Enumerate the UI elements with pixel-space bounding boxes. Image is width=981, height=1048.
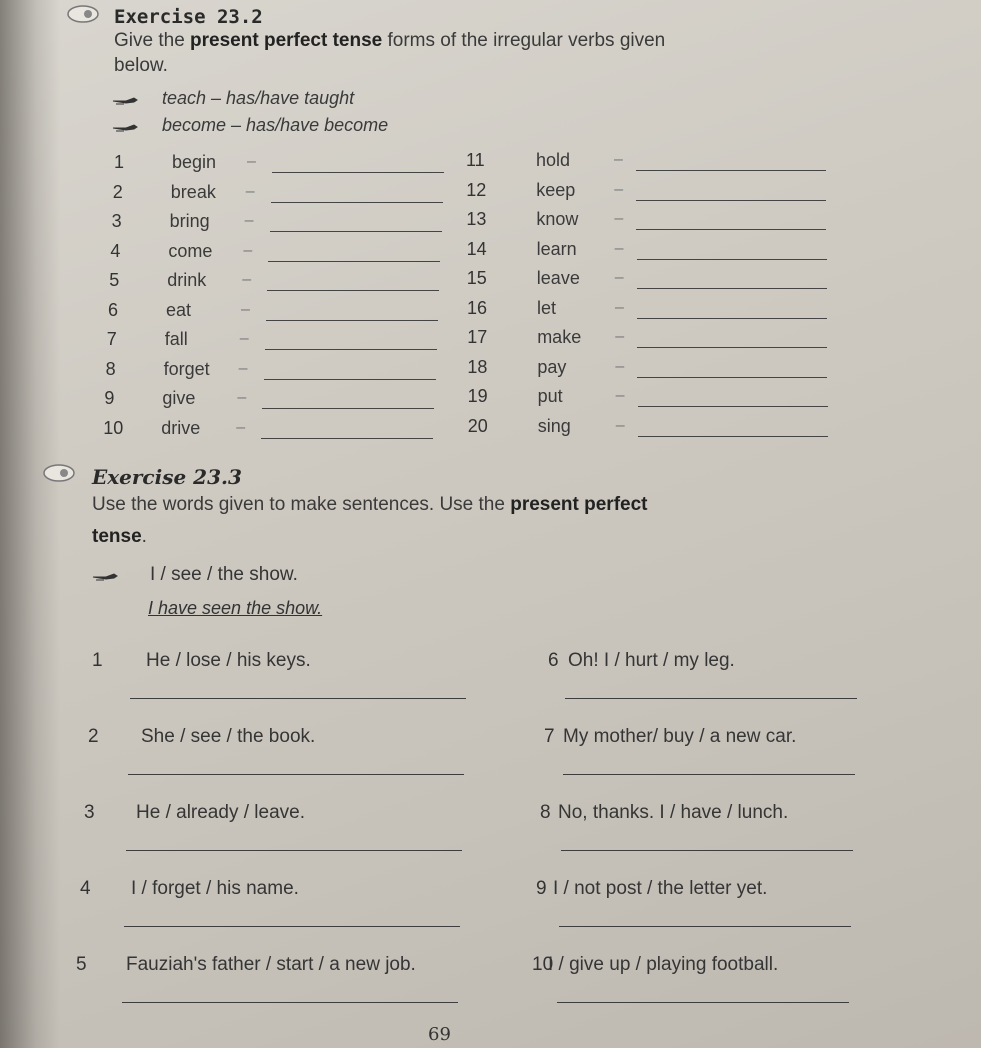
dash-separator: – [615, 357, 625, 375]
sentence-prompt: No, thanks. I / have / lunch. [558, 802, 789, 823]
sentence-number: 6 [548, 650, 559, 671]
verb-label: leave [536, 268, 580, 288]
dash-separator: – [242, 271, 252, 288]
dash-separator: – [243, 241, 253, 259]
exercise-23-3-instruction-line2 [92, 526, 147, 548]
item-number: 10 [103, 417, 124, 438]
dash-separator: – [238, 359, 248, 377]
instruction-text-3: . [141, 526, 147, 547]
verb-label: drink [167, 270, 207, 290]
item-number: 12 [466, 179, 487, 200]
answer-blank[interactable] [637, 318, 827, 319]
pointing-hand-icon [112, 96, 138, 106]
item-number: 7 [106, 329, 117, 349]
sentence-prompt: He / lose / his keys. [146, 650, 311, 671]
answer-blank[interactable] [264, 379, 436, 380]
answer-blank[interactable] [638, 406, 828, 407]
pointing-hand-icon [92, 572, 118, 582]
answer-blank[interactable] [637, 288, 827, 289]
sentence-number: 10 [532, 954, 554, 975]
item-number: 11 [466, 150, 485, 170]
answer-blank[interactable] [636, 229, 826, 230]
answer-blank[interactable] [637, 347, 827, 348]
answer-line[interactable] [565, 698, 857, 699]
page-edge-shadow [0, 0, 60, 1048]
sentence-number: 2 [88, 726, 99, 747]
instruction-text: Use the words given to make sentences. Use the [92, 494, 511, 515]
item-number: 15 [466, 268, 487, 288]
verb-label: hold [536, 150, 571, 170]
answer-blank[interactable] [271, 202, 443, 203]
answer-blank[interactable] [638, 436, 828, 437]
sentence-prompt: He / already / leave. [136, 802, 305, 823]
answer-blank[interactable] [636, 170, 826, 171]
sentence-number: 7 [544, 726, 555, 747]
answer-blank[interactable] [272, 172, 444, 173]
exercise-23-2-instruction [114, 30, 665, 52]
exercise-badge-icon [42, 463, 76, 483]
page-number: 69 [428, 1024, 451, 1045]
answer-line[interactable] [130, 698, 466, 699]
answer-line[interactable] [563, 774, 855, 775]
item-number: 1 [114, 152, 125, 172]
instruction-bold-2: tense [92, 526, 142, 547]
dash-separator: – [614, 269, 624, 286]
item-number: 20 [467, 415, 488, 436]
sentence-number: 5 [76, 954, 87, 975]
answer-line[interactable] [559, 926, 851, 927]
item-number: 3 [111, 211, 122, 231]
pointing-hand-icon [112, 123, 138, 133]
dash-separator: – [237, 389, 247, 406]
sentence-prompt: My mother/ buy / a new car. [563, 726, 797, 747]
item-number: 13 [466, 209, 487, 229]
verb-label: make [537, 327, 582, 347]
instruction-bold: present perfect tense [190, 30, 383, 51]
dash-separator: – [614, 239, 624, 257]
example-answer: I have seen the show. [148, 598, 323, 618]
item-number: 5 [109, 270, 120, 290]
sentence-prompt: Oh! I / hurt / my leg. [568, 650, 735, 671]
verb-label: break [170, 181, 216, 202]
item-number: 16 [467, 297, 488, 318]
exercise-23-2-instruction-line2: below. [114, 55, 168, 76]
verb-label: bring [169, 211, 210, 231]
verb-label: learn [536, 238, 577, 259]
verb-label: give [162, 388, 196, 408]
exercise-23-3-title: Exercise 23.3 [92, 465, 242, 489]
verb-label: know [536, 209, 579, 229]
verb-label: eat [166, 299, 192, 320]
answer-blank[interactable] [270, 231, 442, 232]
answer-line[interactable] [126, 850, 462, 851]
sentence-number: 1 [92, 650, 103, 671]
answer-line[interactable] [124, 926, 460, 927]
example-row-2: become – has/have become [162, 115, 389, 135]
verb-label: come [168, 240, 213, 261]
sentence-number: 9 [536, 878, 547, 899]
dash-separator: – [236, 418, 246, 436]
dash-separator: – [614, 210, 624, 227]
verb-label: begin [172, 152, 217, 172]
verb-label: drive [161, 417, 201, 438]
sentence-prompt: I / not post / the letter yet. [553, 878, 768, 899]
item-number: 14 [466, 238, 487, 259]
item-number: 18 [467, 356, 488, 377]
answer-line[interactable] [128, 774, 464, 775]
sentence-prompt: I / give up / playing football. [548, 954, 779, 975]
dash-separator: – [245, 182, 255, 200]
dash-separator: – [615, 387, 625, 404]
verb-label: keep [536, 179, 576, 200]
sentence-number: 4 [80, 878, 91, 899]
answer-blank[interactable] [636, 200, 826, 201]
verb-label: fall [164, 329, 188, 349]
instruction-text: Give the [114, 30, 191, 51]
dash-separator: – [241, 300, 250, 318]
item-number: 4 [110, 240, 121, 261]
instruction-text-2: forms of the irregular verbs given [382, 30, 666, 51]
verb-label: put [537, 386, 563, 406]
item-number: 19 [467, 386, 488, 406]
answer-blank[interactable] [262, 408, 434, 409]
sentence-prompt: Fauziah's father / start / a new job. [126, 954, 416, 975]
instruction-bold: present perfect [510, 494, 648, 515]
dash-separator: – [615, 328, 625, 345]
answer-line[interactable] [561, 850, 853, 851]
answer-blank[interactable] [637, 259, 827, 260]
verb-label: let [537, 297, 557, 318]
exercise-badge-icon [66, 4, 100, 24]
example-row-1: teach – has/have taught [162, 88, 355, 108]
item-number: 17 [467, 327, 488, 347]
dash-separator: – [615, 416, 625, 434]
verb-label: forget [163, 358, 210, 379]
example-prompt: I / see / the show. [150, 564, 298, 585]
dash-separator: – [244, 212, 254, 229]
verb-label: pay [537, 356, 567, 377]
answer-blank[interactable] [265, 349, 437, 350]
dash-separator: – [614, 180, 624, 198]
dash-separator: – [615, 298, 624, 316]
dash-separator: – [247, 153, 256, 170]
answer-blank[interactable] [637, 377, 827, 378]
answer-blank[interactable] [266, 320, 438, 321]
item-number: 9 [104, 388, 115, 408]
answer-blank[interactable] [261, 438, 433, 439]
dash-separator: – [239, 330, 249, 347]
sentence-number: 8 [540, 802, 551, 823]
sentence-prompt: She / see / the book. [141, 726, 316, 747]
answer-blank[interactable] [268, 261, 440, 262]
sentence-number: 3 [84, 802, 95, 823]
exercise-23-3-instruction [92, 494, 648, 516]
answer-blank[interactable] [267, 290, 439, 291]
exercise-23-2-title: Exercise 23.2 [114, 6, 263, 28]
verb-label: sing [537, 415, 571, 436]
sentence-prompt: I / forget / his name. [131, 878, 299, 899]
item-number: 2 [112, 181, 123, 202]
dash-separator: – [614, 151, 623, 168]
answer-line[interactable] [122, 1002, 458, 1003]
item-number: 8 [105, 358, 116, 379]
answer-line[interactable] [557, 1002, 849, 1003]
item-number: 6 [108, 299, 119, 320]
